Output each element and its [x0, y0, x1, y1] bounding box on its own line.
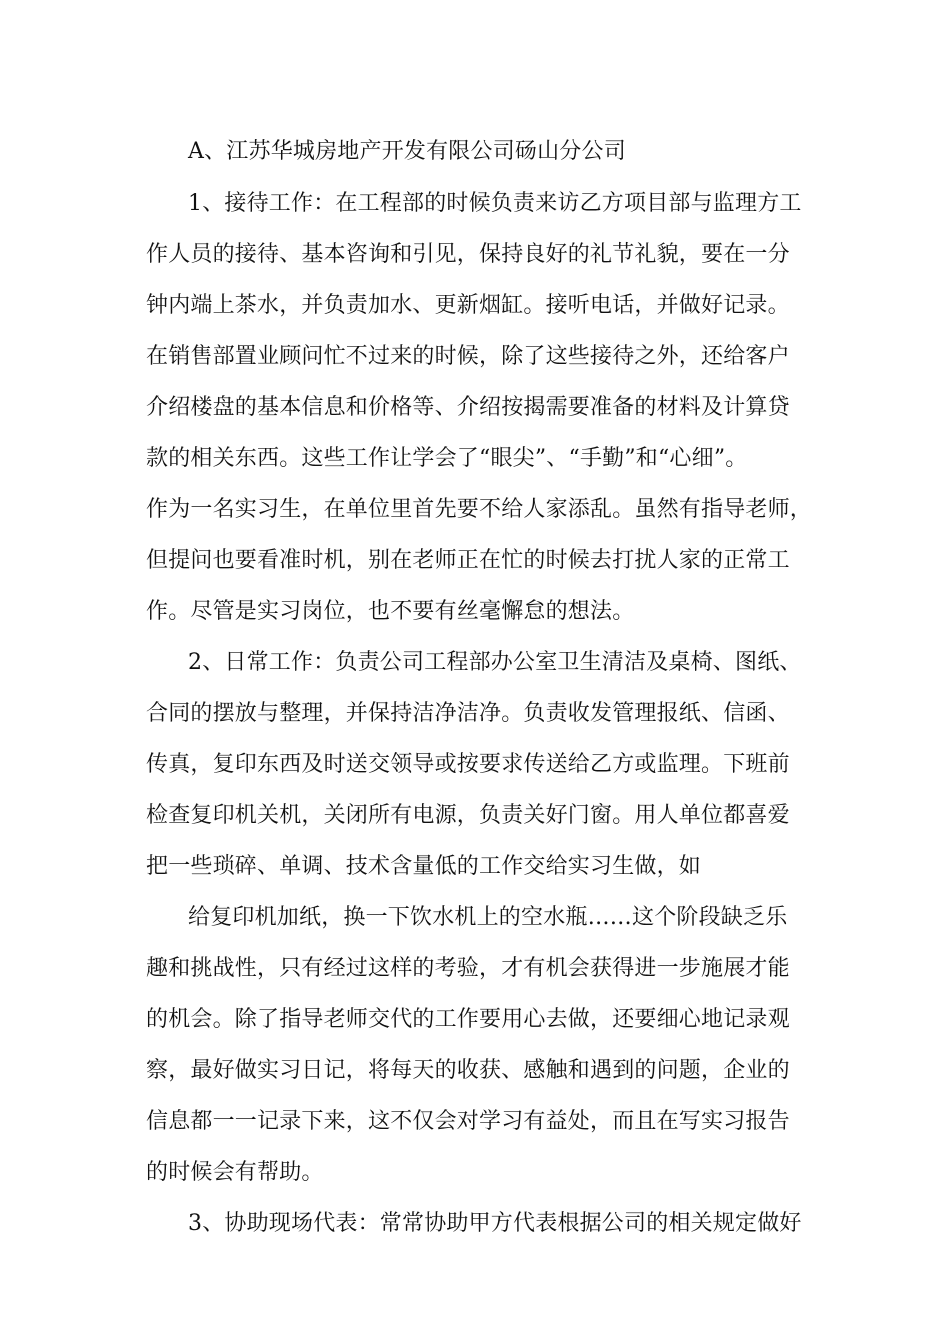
paragraph-line: 1、接待工作：在工程部的时候负责来访乙方项目部与监理方工	[188, 191, 802, 216]
paragraph-line: 3、协助现场代表：常常协助甲方代表根据公司的相关规定做好	[188, 1211, 802, 1236]
paragraph-line: 趣和挑战性，只有经过这样的考验，才有机会获得进一步施展才能	[146, 956, 790, 981]
paragraph-line: 信息都一一记录下来，这不仅会对学习有益处，而且在写实习报告	[146, 1109, 790, 1134]
paragraph-line: 合同的摆放与整理，并保持洁净洁净。负责收发管理报纸、信函、	[146, 701, 790, 726]
paragraph-line: 检查复印机关机，关闭所有电源，负责关好门窗。用人单位都喜爱	[146, 803, 790, 828]
paragraph-line: 的时候会有帮助。	[146, 1160, 324, 1185]
paragraph-line: 给复印机加纸，换一下饮水机上的空水瓶……这个阶段缺乏乐	[188, 905, 788, 930]
paragraph-line: 察，最好做实习日记，将每天的收获、感触和遇到的问题，企业的	[146, 1058, 790, 1083]
paragraph-line: 钟内端上茶水，并负责加水、更新烟缸。接听电话，并做好记录。	[146, 293, 790, 318]
paragraph-line: 款的相关东西。这些工作让学会了“眼尖”、“手勤”和“心细”。	[146, 446, 748, 471]
paragraph-line: 把一些琐碎、单调、技术含量低的工作交给实习生做，如	[146, 854, 702, 879]
paragraph-line: 作。尽管是实习岗位，也不要有丝毫懈怠的想法。	[146, 599, 635, 624]
paragraph-line: 2、日常工作：负责公司工程部办公室卫生清洁及桌椅、图纸、	[188, 650, 802, 675]
section-heading: A、江苏华城房地产开发有限公司砀山分公司	[188, 139, 626, 164]
paragraph-line: 作为一名实习生，在单位里首先要不给人家添乱。虽然有指导老师，	[146, 497, 813, 522]
paragraph-line: 介绍楼盘的基本信息和价格等、介绍按揭需要准备的材料及计算贷	[146, 395, 790, 420]
paragraph-line: 传真，复印东西及时送交领导或按要求传送给乙方或监理。下班前	[146, 752, 790, 777]
paragraph-line: 在销售部置业顾问忙不过来的时候，除了这些接待之外，还给客户	[146, 344, 790, 369]
paragraph-line: 但提问也要看准时机，别在老师正在忙的时候去打扰人家的正常工	[146, 548, 790, 573]
paragraph-line: 作人员的接待、基本咨询和引见，保持良好的礼节礼貌，要在一分	[146, 242, 790, 267]
paragraph-line: 的机会。除了指导老师交代的工作要用心去做，还要细心地记录观	[146, 1007, 790, 1032]
